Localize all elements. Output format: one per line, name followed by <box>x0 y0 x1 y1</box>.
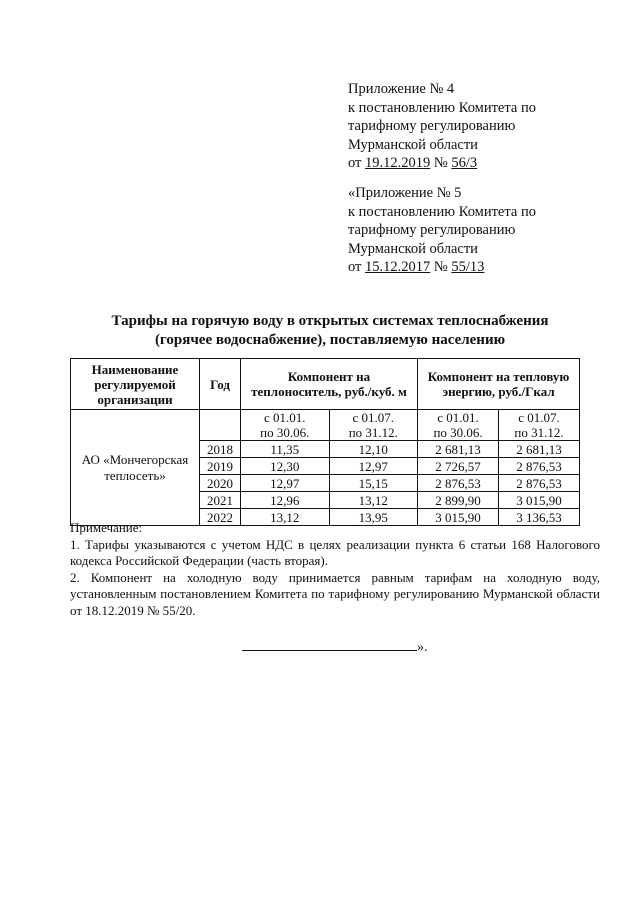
appendix-line: «Приложение № 5 <box>348 185 462 201</box>
signature-rule <box>242 638 417 651</box>
value-cell: 2 726,57 <box>418 458 499 475</box>
table-header-row <box>71 359 580 410</box>
appendix-date-line <box>348 154 536 173</box>
value-cell: 2 681,13 <box>418 441 499 458</box>
number-prefix: № <box>430 259 452 275</box>
year-cell: 2020 <box>200 475 241 492</box>
value-cell: 3 136,53 <box>499 509 580 526</box>
value-cell: 13,95 <box>329 509 418 526</box>
value-cell: 13,12 <box>241 509 330 526</box>
organization-cell: АО «Мончегорская теплосеть» <box>71 410 200 526</box>
value-cell: 13,12 <box>329 492 418 509</box>
appendix-date-line <box>348 258 536 277</box>
note-item: 1. Тарифы указываются с учетом НДС в целях реализации пункта 6 статьи 168 Налогового кодекса Российской Федерации (часть вторая). <box>70 536 600 568</box>
closing-line <box>242 638 428 656</box>
notes-section <box>70 520 600 619</box>
closing-quote: ». <box>417 640 428 655</box>
value-cell: 11,35 <box>241 441 330 458</box>
value-cell: 2 899,90 <box>418 492 499 509</box>
appendix-line: к постановлению Комитета по <box>348 203 536 220</box>
tariff-table <box>70 358 580 526</box>
appendix-line: к постановлению Комитета по <box>348 99 536 116</box>
appendix-header-current <box>348 80 536 173</box>
number-prefix: № <box>430 155 452 171</box>
notes-heading: Примечание: <box>70 520 143 535</box>
note-item: 2. Компонент на холодную воду принимается равным тарифам на холодную воду, установленным постановлением Комитета по тарифному регулированию Мурманской области от 18.12.2019 № 55/20. <box>70 569 600 618</box>
year-cell: 2019 <box>200 458 241 475</box>
appendix-date: 15.12.2017 <box>365 259 431 275</box>
value-cell: 2 876,53 <box>499 475 580 492</box>
year-cell: 2018 <box>200 441 241 458</box>
period-cell: с 01.01. по 30.06. <box>418 410 499 441</box>
period-cell: с 01.07. по 31.12. <box>499 410 580 441</box>
title-line: (горячее водоснабжение), поставляемую населению <box>154 332 506 348</box>
appendix-line: Мурманской области <box>348 136 478 153</box>
year-cell: 2021 <box>200 492 241 509</box>
table-period-row <box>71 410 580 441</box>
value-cell: 12,10 <box>329 441 418 458</box>
date-prefix: от <box>348 155 366 171</box>
value-cell: 12,96 <box>241 492 330 509</box>
period-cell: с 01.07. по 31.12. <box>329 410 418 441</box>
appendix-line: Приложение № 4 <box>348 81 455 97</box>
year-cell: 2022 <box>200 509 241 526</box>
period-cell: с 01.01. по 30.06. <box>241 410 330 441</box>
header-organization: Наименование регулируемой организации <box>71 359 200 410</box>
document-title <box>60 312 600 350</box>
value-cell: 3 015,90 <box>418 509 499 526</box>
appendix-line: тарифному регулированию <box>348 222 516 238</box>
header-heat-carrier: Компонент на теплоноситель, руб./куб. м <box>241 359 418 410</box>
appendix-line: Мурманской области <box>348 240 478 257</box>
date-prefix: от <box>348 259 366 275</box>
appendix-number: 55/13 <box>451 259 485 275</box>
value-cell: 12,97 <box>241 475 330 492</box>
value-cell: 12,30 <box>241 458 330 475</box>
appendix-number: 56/3 <box>451 155 478 171</box>
appendix-header-previous <box>348 184 536 277</box>
appendix-date: 19.12.2019 <box>365 155 431 171</box>
value-cell: 2 876,53 <box>418 475 499 492</box>
value-cell: 15,15 <box>329 475 418 492</box>
appendix-line: тарифному регулированию <box>348 118 516 134</box>
title-line: Тарифы на горячую воду в открытых системах теплоснабжения <box>111 313 549 329</box>
period-year-blank <box>200 410 241 441</box>
header-year: Год <box>200 359 241 410</box>
value-cell: 3 015,90 <box>499 492 580 509</box>
value-cell: 2 681,13 <box>499 441 580 458</box>
header-heat-energy: Компонент на тепловую энергию, руб./Гкал <box>418 359 580 410</box>
value-cell: 2 876,53 <box>499 458 580 475</box>
value-cell: 12,97 <box>329 458 418 475</box>
